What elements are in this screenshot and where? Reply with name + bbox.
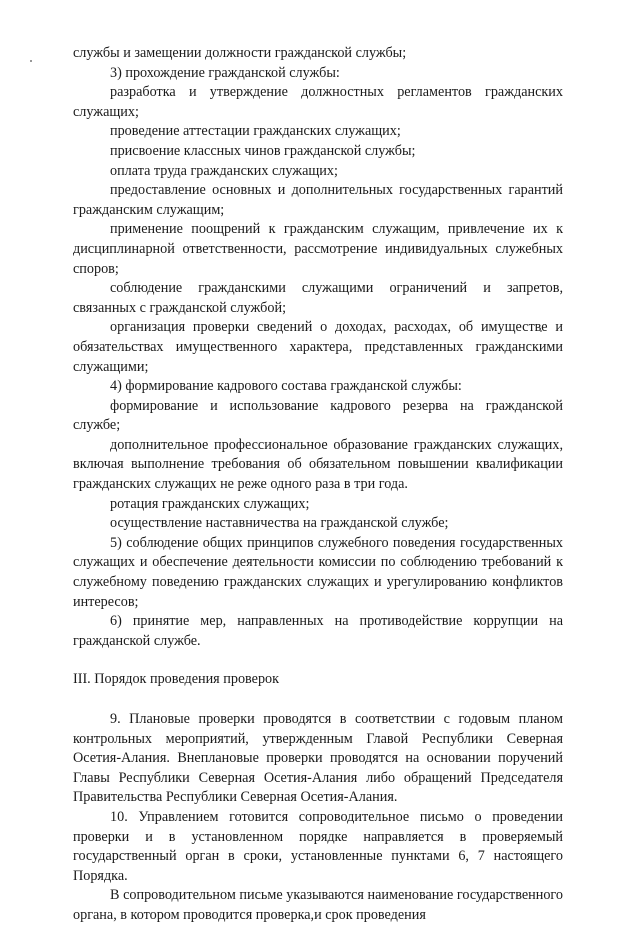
paragraph: оплата труда гражданских служащих; bbox=[110, 162, 338, 179]
section-heading: III. Порядок проведения проверок bbox=[73, 671, 280, 688]
paragraph: проведение аттестации гражданских служащих; bbox=[110, 123, 401, 140]
paragraph-10: 10. Управлением готовится сопроводительное письмо о проведении проверки и в установленном порядке направляется в проверяемый государственный орган в сроки, установленные пунктами 6, 7 настоящего Порядка. bbox=[73, 808, 563, 884]
paragraph: службы и замещении должности гражданской службы; bbox=[73, 45, 407, 61]
paragraph: применение поощрений к гражданским служащим, привлечение их к дисциплинарной ответственности, рассмотрение индивидуальных служебных споров; bbox=[73, 221, 563, 277]
document-body bbox=[73, 44, 563, 926]
paragraph: присвоение классных чинов гражданской службы; bbox=[110, 142, 416, 159]
paragraph: 5) соблюдение общих принципов служебного поведения государственных служащих и обеспечение деятельности комиссии по соблюдению требований к служебному поведению гражданских служащих и урегулированию конфликтов интересов; bbox=[73, 534, 563, 610]
paragraph-last: В сопроводительном письме указываются наименование государственного органа, в котором проводится проверка,и срок проведения bbox=[73, 887, 563, 923]
list-item-heading: 3) прохождение гражданской службы: bbox=[110, 64, 340, 81]
paragraph: соблюдение гражданскими служащими ограничений и запретов, связанных с гражданской службой; bbox=[73, 280, 563, 316]
paragraph: осуществление наставничества на гражданской службе; bbox=[110, 515, 449, 532]
paragraph: предоставление основных и дополнительных государственных гарантий гражданским служащим; bbox=[73, 182, 563, 218]
scan-speck bbox=[30, 60, 32, 62]
paragraph: ротация гражданских служащих; bbox=[110, 495, 310, 512]
paragraph-9: 9. Плановые проверки проводятся в соответствии с годовым планом контрольных мероприятий, утвержденным Главой Республики Северная Осетия-Алания. Внеплановые проверки проводятся на основании поручений Главы Республики Северная Осетия-Алания либо обращений Председателя Правительства Республики Северная Осетия-Алания. bbox=[73, 711, 563, 806]
paragraph: формирование и использование кадрового резерва на гражданской службе; bbox=[73, 397, 563, 434]
paragraph: дополнительное профессиональное образование гражданских служащих, включая выполнение требования об обязательном повышении квалификации гражданских служащих не реже одного раза в три года. bbox=[73, 436, 563, 493]
paragraph: 6) принятие мер, направленных на противодействие коррупции на гражданской службе. bbox=[73, 613, 563, 649]
paragraph: разработка и утверждение должностных регламентов гражданских служащих; bbox=[73, 84, 563, 120]
list-item-heading: 4) формирование кадрового состава гражданской службы: bbox=[110, 378, 462, 395]
paragraph: организация проверки сведений о доходах, расходах, об имуществе и обязательствах имущественного характера, представленных гражданскими служащими; bbox=[73, 319, 563, 375]
